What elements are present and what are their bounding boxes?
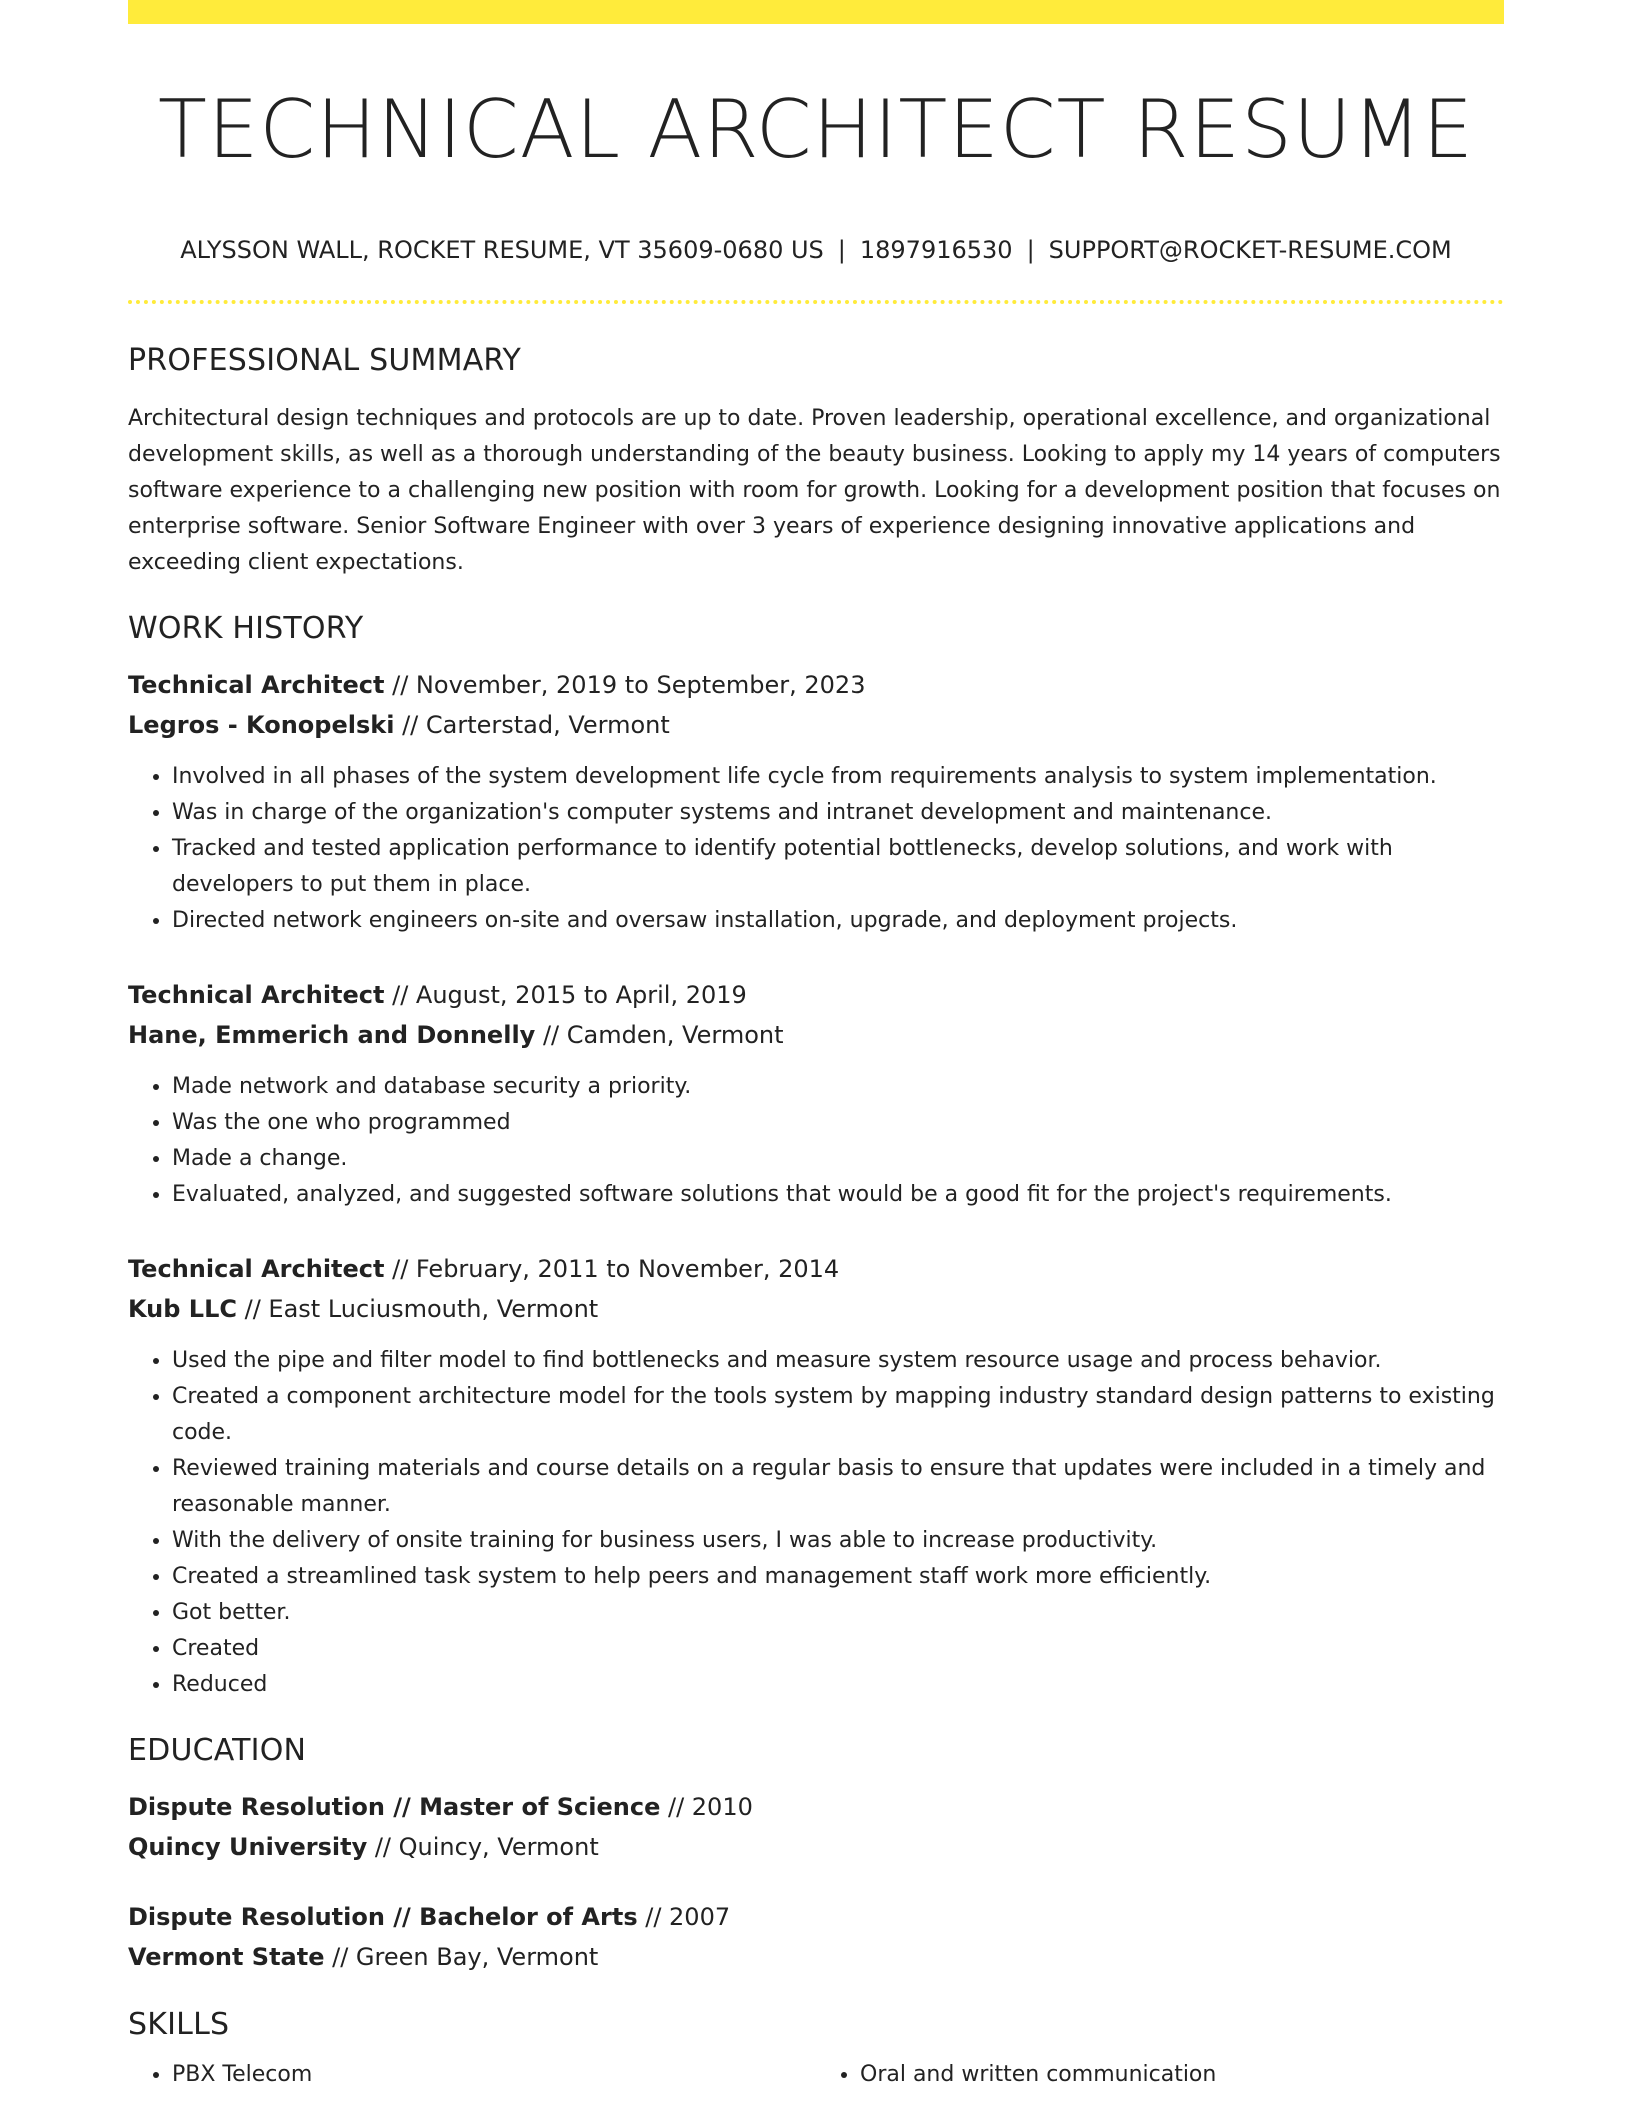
skills-columns: [128, 2057, 1504, 2093]
job-entry: [128, 975, 1504, 1213]
job-bullet: • Was the one who programmed: [172, 1105, 1504, 1141]
skill-item: • PBX Telecom: [172, 2057, 816, 2093]
job-bullet: • Created: [172, 1631, 1504, 1667]
job-location: // Carterstad, Vermont: [394, 711, 670, 739]
job-dates: // February, 2011 to November, 2014: [384, 1255, 840, 1283]
job-title: Technical Architect: [128, 981, 385, 1009]
summary-text: Architectural design techniques and protocols are up to date. Proven leadership, operational excellence, and organizational development skills, as well as a thorough understanding of the beauty business. Looking to apply my 14 years of computers software experience to a challenging new position with room for growth. Looking for a development position that focuses on enterprise software. Senior Software Engineer with over 3 years of experience designing innovative applications and exceeding client expectations.: [128, 406, 1501, 575]
job-entry: [128, 1249, 1504, 1703]
contact-line: [128, 235, 1504, 265]
education-degree: Dispute Resolution // Master of Science: [128, 1793, 661, 1821]
education-heading: EDUCATION: [128, 1733, 307, 1768]
job-company: Legros - Konopelski: [128, 711, 395, 739]
job-company-line: [128, 705, 1504, 745]
job-title: Technical Architect: [128, 1255, 385, 1283]
job-bullet: • Evaluated, analyzed, and suggested software solutions that would be a good fit for the project's requirements.: [172, 1177, 1504, 1213]
job-location: // East Luciusmouth, Vermont: [237, 1295, 599, 1323]
job-bullet: • With the delivery of onsite training for business users, I was able to increase productivity.: [172, 1523, 1504, 1559]
job-bullet: • Was in charge of the organization's computer systems and intranet development and maintenance.: [172, 795, 1504, 831]
job-company: Kub LLC: [128, 1295, 237, 1323]
job-bullet: • Tracked and tested application performance to identify potential bottlenecks, develop solutions, and work with developers to put them in place.: [172, 831, 1504, 903]
job-company-line: [128, 1289, 1504, 1329]
education-degree: Dispute Resolution // Bachelor of Arts: [128, 1903, 638, 1931]
skill-item: • Oral and written communication: [860, 2057, 1504, 2093]
job-bullet: • Reviewed training materials and course details on a regular basis to ensure that updates were included in a timely and reasonable manner.: [172, 1451, 1504, 1523]
education-school-line: [128, 1827, 1504, 1867]
job-dates: // August, 2015 to April, 2019: [384, 981, 747, 1009]
skills-heading: SKILLS: [128, 2007, 230, 2042]
resume-title: TECHNICAL ARCHITECT RESUME: [158, 83, 1474, 176]
job-title-line: [128, 665, 1504, 705]
job-bullet: • Directed network engineers on-site and oversaw installation, upgrade, and deployment projects.: [172, 903, 1504, 939]
contact-separator: |: [1026, 236, 1035, 264]
job-bullet: • Involved in all phases of the system development life cycle from requirements analysis to system implementation.: [172, 759, 1504, 795]
education-degree-line: [128, 1897, 1504, 1937]
job-bullets: [128, 1343, 1504, 1703]
education-entry: [128, 1787, 1504, 1867]
job-bullet: • Made network and database security a priority.: [172, 1069, 1504, 1105]
work-history-heading: WORK HISTORY: [128, 611, 364, 646]
education-school-line: [128, 1937, 1504, 1977]
summary-heading: PROFESSIONAL SUMMARY: [128, 343, 522, 378]
job-location: // Camden, Vermont: [535, 1021, 784, 1049]
job-title-line: [128, 975, 1504, 1015]
job-entry: [128, 665, 1504, 939]
education-school: Quincy University: [128, 1833, 368, 1861]
job-dates: // November, 2019 to September, 2023: [384, 671, 866, 699]
job-title-line: [128, 1249, 1504, 1289]
education-school: Vermont State: [128, 1943, 325, 1971]
contact-separator: |: [837, 236, 846, 264]
skills-list-right: [816, 2057, 1504, 2093]
job-bullets: [128, 1069, 1504, 1213]
education-entry: [128, 1897, 1504, 1977]
dotted-divider: [128, 300, 1504, 304]
contact-address: ALYSSON WALL, ROCKET RESUME, VT 35609-0680 US: [180, 236, 824, 264]
top-accent-bar: [128, 0, 1504, 24]
contact-email: SUPPORT@ROCKET-RESUME.COM: [1048, 236, 1452, 264]
education-location: // Green Bay, Vermont: [324, 1943, 599, 1971]
job-bullet: • Reduced: [172, 1667, 1504, 1703]
job-bullets: [128, 759, 1504, 939]
education-degree-line: [128, 1787, 1504, 1827]
job-bullet: • Got better.: [172, 1595, 1504, 1631]
resume-page: [128, 0, 1504, 2093]
job-bullet: • Made a change.: [172, 1141, 1504, 1177]
job-title: Technical Architect: [128, 671, 385, 699]
job-company: Hane, Emmerich and Donnelly: [128, 1021, 536, 1049]
skills-list-left: [128, 2057, 816, 2093]
contact-phone: 1897916530: [859, 236, 1013, 264]
job-bullet: • Used the pipe and filter model to find bottlenecks and measure system resource usage and process behavior.: [172, 1343, 1504, 1379]
education-year: // 2007: [637, 1903, 731, 1931]
job-company-line: [128, 1015, 1504, 1055]
job-bullet: • Created a streamlined task system to help peers and management staff work more efficiently.: [172, 1559, 1504, 1595]
job-bullet: • Created a component architecture model for the tools system by mapping industry standard design patterns to existing code.: [172, 1379, 1504, 1451]
education-location: // Quincy, Vermont: [367, 1833, 599, 1861]
education-year: // 2010: [660, 1793, 753, 1821]
